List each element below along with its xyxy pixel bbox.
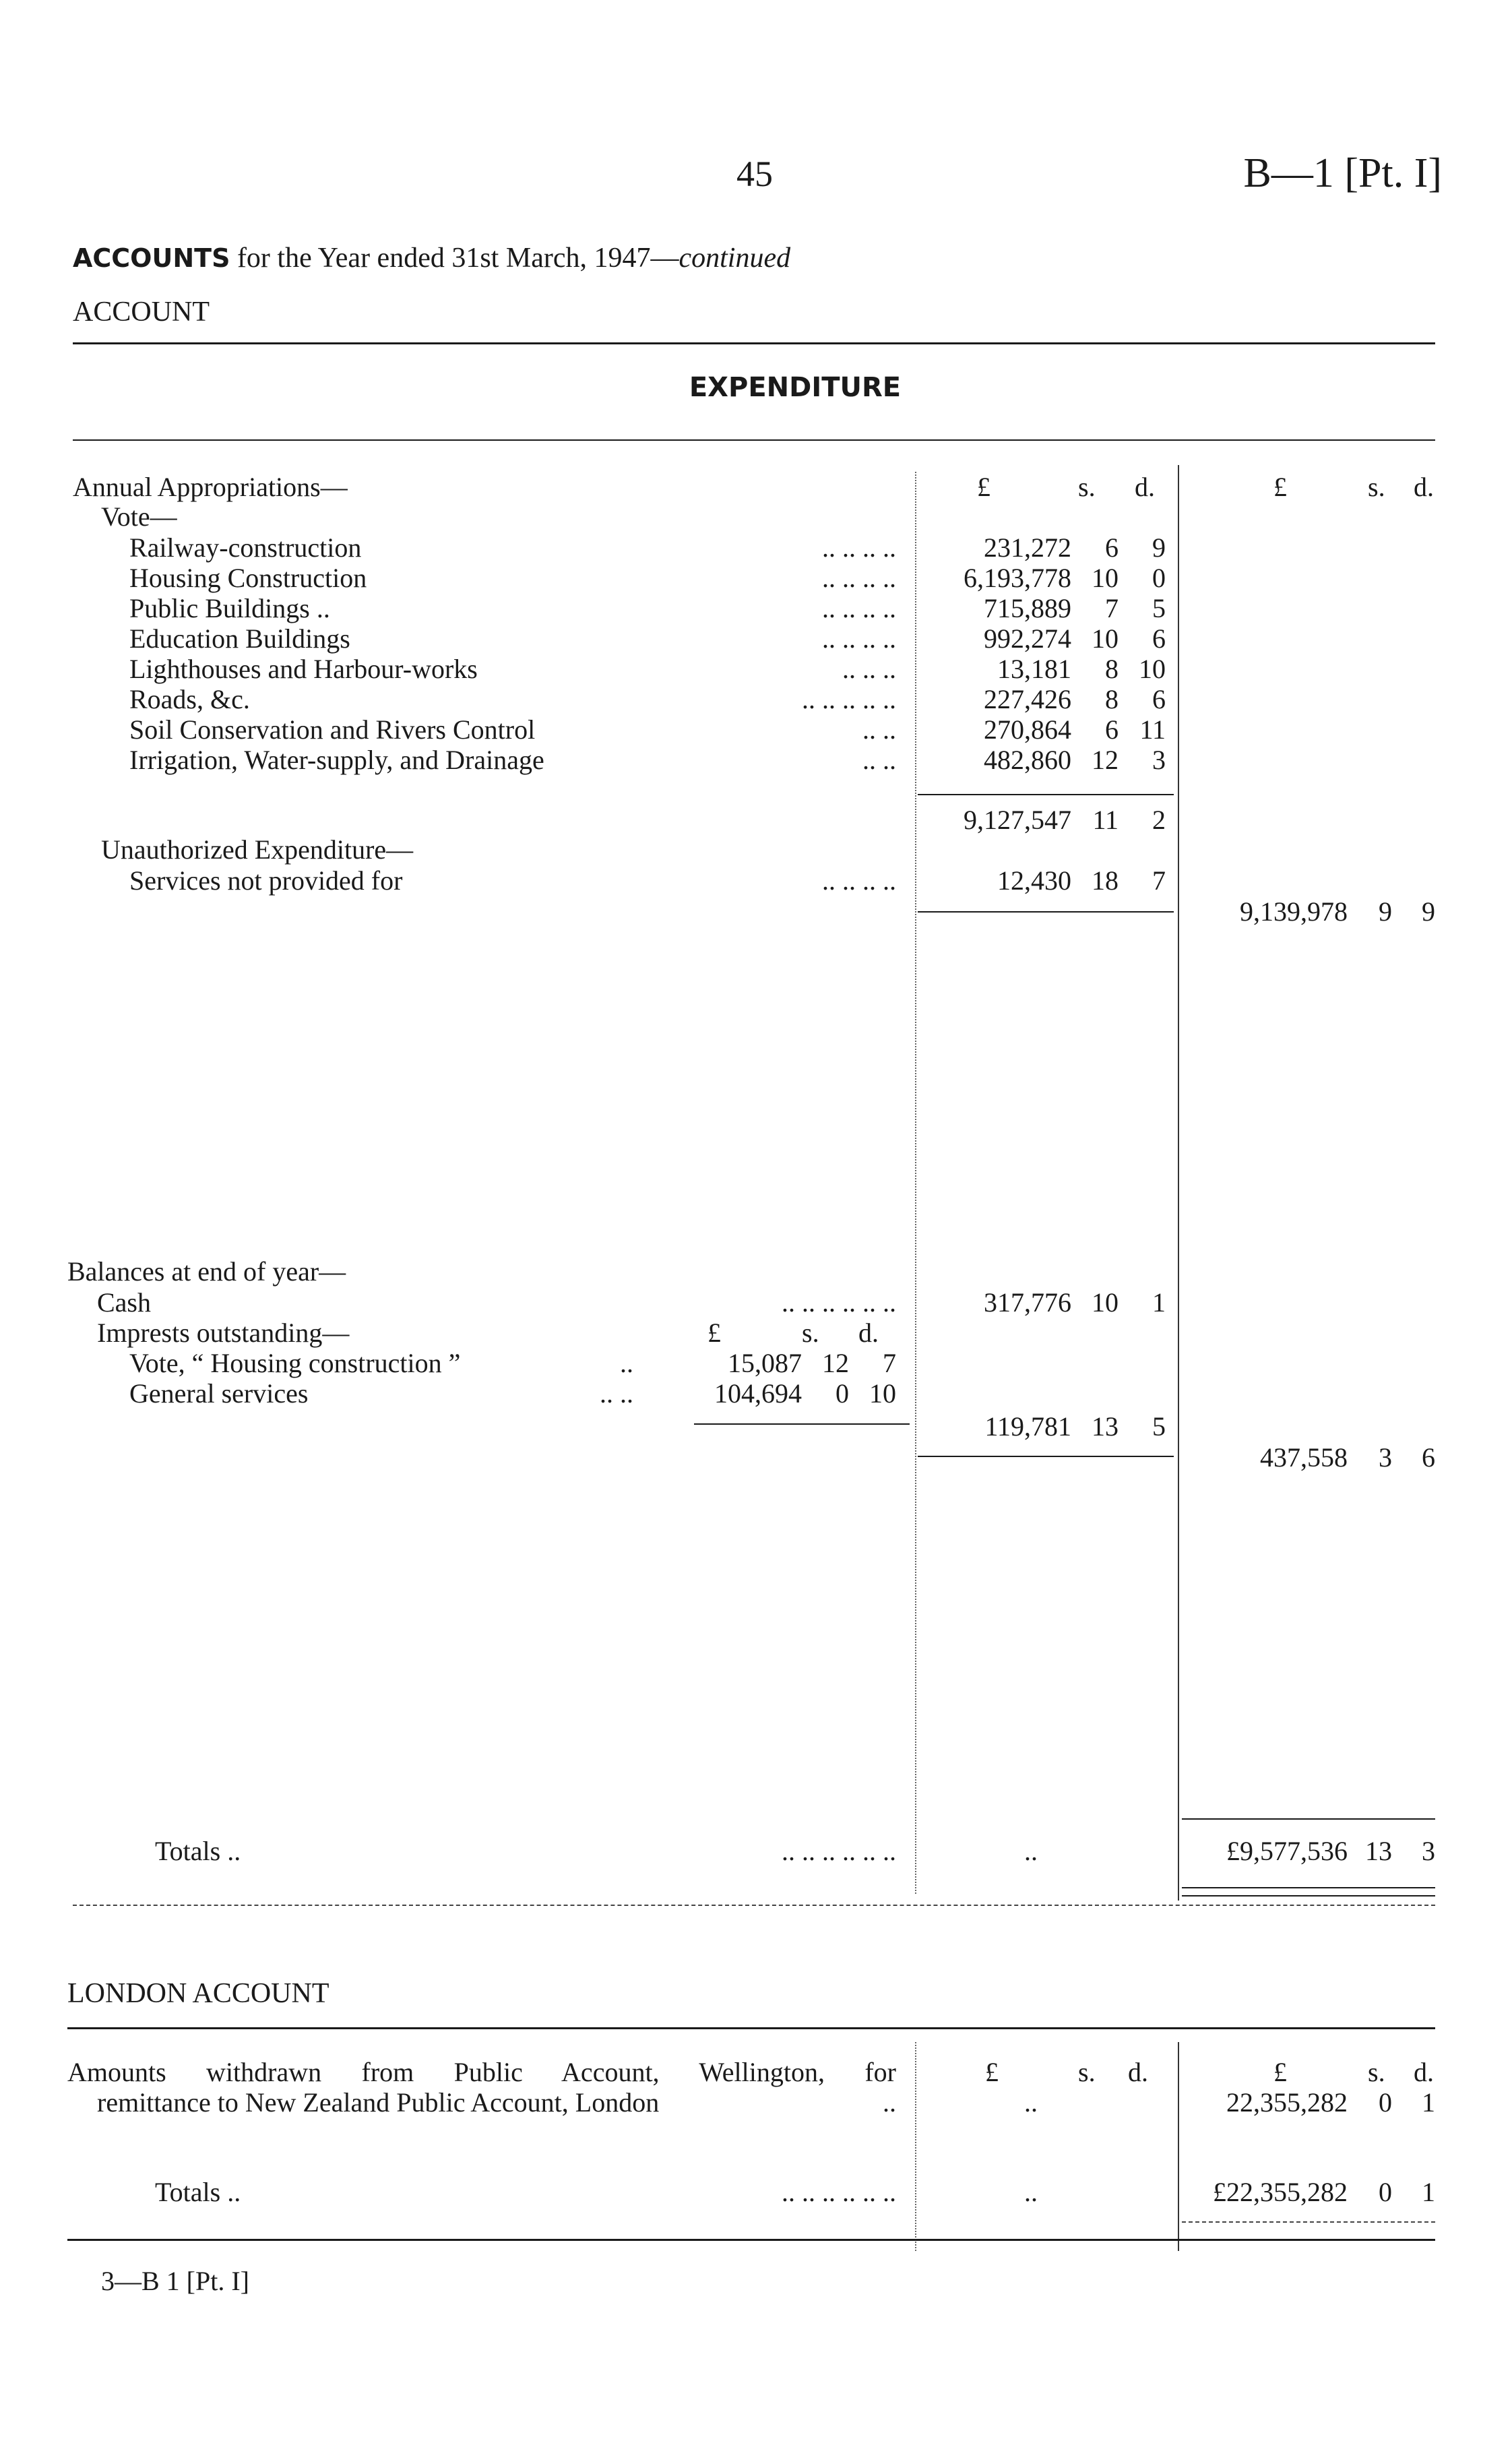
- row-leader-dots: .. .. .. ..: [822, 593, 896, 623]
- london-account-title: LONDON ACCOUNT: [67, 1978, 329, 2009]
- imprest-shillings: 12: [822, 1348, 849, 1378]
- page-number: 45: [736, 154, 773, 194]
- row-leader-dots: .. ..: [862, 745, 896, 775]
- row-shillings: 6: [1105, 714, 1119, 745]
- row-pounds: 231,272: [984, 532, 1071, 563]
- london-header-shilling-total: s.: [1368, 2057, 1385, 2087]
- totals-shillings: 13: [1365, 1836, 1392, 1866]
- row-label: Roads, &c.: [129, 684, 250, 714]
- london-totals-shillings: 0: [1379, 2177, 1392, 2207]
- cash-label: Cash: [97, 1287, 151, 1318]
- heading-italic: continued: [679, 243, 791, 274]
- london-totals-rule: [1182, 2221, 1435, 2223]
- row-pounds: 13,181: [997, 654, 1071, 684]
- col-header-pound: £: [977, 472, 990, 502]
- london-rule-bottom: [67, 2239, 1435, 2241]
- section-end-rule: [73, 1905, 1435, 1906]
- london-header-shilling: s.: [1078, 2057, 1096, 2087]
- row-shillings: 8: [1105, 684, 1119, 714]
- balances-total-shillings: 3: [1379, 1442, 1392, 1473]
- london-totals-pounds: £22,355,282: [1213, 2177, 1348, 2207]
- row-pounds: 270,864: [984, 714, 1071, 745]
- column-rule-middle: [915, 472, 916, 1894]
- totals-rule: [1182, 1818, 1435, 1820]
- column-rule-right: [1178, 465, 1179, 1901]
- london-leader-dots: ..: [883, 2087, 896, 2118]
- imprest-leader-dots: ..: [620, 1348, 633, 1378]
- london-header-pound-total: £: [1273, 2057, 1287, 2087]
- document-reference: B—1 [Pt. I]: [1243, 150, 1442, 196]
- row-pence: 6: [1152, 623, 1166, 654]
- london-totals-label: Totals ..: [155, 2177, 241, 2207]
- row-leader-dots: .. ..: [862, 714, 896, 745]
- row-leader-dots: .. .. .. ..: [822, 563, 896, 593]
- row-shillings: 10: [1092, 623, 1119, 654]
- row-label: Soil Conservation and Rivers Control: [129, 714, 536, 745]
- section-title: EXPENDITURE: [689, 372, 902, 403]
- imprest-pence: 10: [869, 1378, 896, 1409]
- row-label: Railway-construction: [129, 532, 362, 563]
- london-description-line-2: remittance to New Zealand Public Account, London: [97, 2087, 660, 2118]
- totals-pounds: £9,577,536: [1226, 1836, 1348, 1866]
- row-pounds: 992,274: [984, 623, 1071, 654]
- row-leader-dots: .. .. .. ..: [822, 623, 896, 654]
- imprest-pence: 7: [883, 1348, 896, 1378]
- totals-label: Totals ..: [155, 1836, 241, 1866]
- totals-middle-dots: ..: [1024, 1836, 1038, 1866]
- row-shillings: 12: [1092, 745, 1119, 775]
- appropriations-subtotal-pence: 2: [1152, 805, 1166, 835]
- subtotal-rule: [918, 794, 1174, 795]
- rule-under-title: [73, 439, 1435, 441]
- row-pounds: 482,860: [984, 745, 1071, 775]
- london-totals-middle-dots: ..: [1024, 2177, 1038, 2207]
- expenditure-total-pence: 9: [1422, 896, 1435, 927]
- imprests-header-pound: £: [707, 1318, 721, 1348]
- london-header-pence: d.: [1128, 2057, 1148, 2087]
- imprests-rule: [694, 1423, 910, 1425]
- row-shillings: 6: [1105, 532, 1119, 563]
- london-totals-pence: 1: [1422, 2177, 1435, 2207]
- london-column-rule-right: [1178, 2042, 1179, 2251]
- imprests-label: Imprests outstanding—: [97, 1318, 350, 1348]
- london-middle-dots: ..: [1024, 2087, 1038, 2118]
- totals-leader-dots: .. .. .. .. .. ..: [782, 1836, 896, 1866]
- row-pence: 10: [1139, 654, 1166, 684]
- row-pence: 6: [1152, 684, 1166, 714]
- london-totals-leader-dots: .. .. .. .. .. ..: [782, 2177, 896, 2207]
- unauthorized-pounds: 12,430: [997, 865, 1071, 896]
- expenditure-total-pounds: 9,139,978: [1240, 896, 1348, 927]
- row-pence: 11: [1139, 714, 1166, 745]
- imprest-leader-dots: .. ..: [600, 1378, 633, 1409]
- balances-rule: [918, 1456, 1174, 1457]
- imprests-total-shillings: 13: [1092, 1411, 1119, 1442]
- rule-top: [73, 342, 1435, 344]
- col-header-shilling-total: s.: [1368, 472, 1385, 502]
- london-amount-pence: 1: [1422, 2087, 1435, 2118]
- unauthorized-leader-dots: .. .. .. ..: [822, 865, 896, 896]
- imprest-label: Vote, “ Housing construction ”: [129, 1348, 461, 1378]
- col-header-pence-total: d.: [1414, 472, 1434, 502]
- col-header-pence: d.: [1135, 472, 1155, 502]
- row-label: Education Buildings: [129, 623, 350, 654]
- appropriations-subtotal-shillings: 11: [1092, 805, 1119, 835]
- imprests-header-shilling: s.: [802, 1318, 819, 1348]
- totals-pence: 3: [1422, 1836, 1435, 1866]
- balances-title: Balances at end of year—: [67, 1256, 346, 1287]
- accounts-heading: [73, 243, 790, 274]
- row-label: Irrigation, Water-supply, and Drainage: [129, 745, 544, 775]
- col-header-pound-total: £: [1273, 472, 1287, 502]
- london-description-line-1: Amounts withdrawn from Public Account, Wellington, for: [67, 2057, 896, 2087]
- london-header-pound: £: [985, 2057, 999, 2087]
- row-label: Housing Construction: [129, 563, 367, 593]
- col-header-shilling: s.: [1078, 472, 1096, 502]
- imprest-shillings: 0: [836, 1378, 849, 1409]
- imprest-pounds: 104,694: [714, 1378, 802, 1409]
- row-pounds: 715,889: [984, 593, 1071, 623]
- row-shillings: 8: [1105, 654, 1119, 684]
- row-pence: 0: [1152, 563, 1166, 593]
- row-pence: 5: [1152, 593, 1166, 623]
- unauthorized-title: Unauthorized Expenditure—: [101, 834, 414, 865]
- imprests-total-pence: 5: [1152, 1411, 1166, 1442]
- london-column-rule-middle: [915, 2042, 916, 2251]
- london-header-pence-total: d.: [1414, 2057, 1434, 2087]
- imprests-total-pounds: 119,781: [984, 1411, 1071, 1442]
- balances-total-pence: 6: [1422, 1442, 1435, 1473]
- row-pence: 9: [1152, 532, 1166, 563]
- totals-double-rule-2: [1182, 1895, 1435, 1896]
- imprest-pounds: 15,087: [728, 1348, 802, 1378]
- row-shillings: 10: [1092, 563, 1119, 593]
- row-label: Public Buildings ..: [129, 593, 330, 623]
- imprests-header-pence: d.: [858, 1318, 879, 1348]
- appropriations-subtotal-pounds: 9,127,547: [964, 805, 1071, 835]
- balances-total-pounds: 437,558: [1260, 1442, 1348, 1473]
- cash-pence: 1: [1152, 1287, 1166, 1318]
- heading-text: for the Year ended 31st March, 1947—: [237, 243, 679, 274]
- row-leader-dots: .. .. .. .. ..: [802, 684, 896, 714]
- unauthorized-pence: 7: [1152, 865, 1166, 896]
- footer-signature: 3—B 1 [Pt. I]: [101, 2266, 249, 2296]
- heading-bold: ACCOUNTS: [73, 243, 230, 273]
- row-label: Lighthouses and Harbour-works: [129, 654, 478, 684]
- vote-label: Vote—: [101, 501, 177, 532]
- totals-double-rule-1: [1182, 1887, 1435, 1888]
- imprest-label: General services: [129, 1378, 309, 1409]
- london-amount-pounds: 22,355,282: [1226, 2087, 1348, 2118]
- cash-shillings: 10: [1092, 1287, 1119, 1318]
- annual-appropriations-title: Annual Appropriations—: [73, 472, 348, 502]
- row-pence: 3: [1152, 745, 1166, 775]
- london-amount-shillings: 0: [1379, 2087, 1392, 2118]
- unauthorized-rule: [918, 911, 1174, 913]
- unauthorized-shillings: 18: [1092, 865, 1119, 896]
- row-shillings: 7: [1105, 593, 1119, 623]
- row-leader-dots: .. .. ..: [842, 654, 896, 684]
- row-leader-dots: .. .. .. ..: [822, 532, 896, 563]
- london-rule-top: [67, 2027, 1435, 2029]
- account-label: ACCOUNT: [73, 297, 210, 328]
- unauthorized-label: Services not provided for: [129, 865, 403, 896]
- cash-leader-dots: .. .. .. .. .. ..: [782, 1287, 896, 1318]
- expenditure-total-shillings: 9: [1379, 896, 1392, 927]
- cash-pounds: 317,776: [984, 1287, 1071, 1318]
- row-pounds: 227,426: [984, 684, 1071, 714]
- row-pounds: 6,193,778: [964, 563, 1071, 593]
